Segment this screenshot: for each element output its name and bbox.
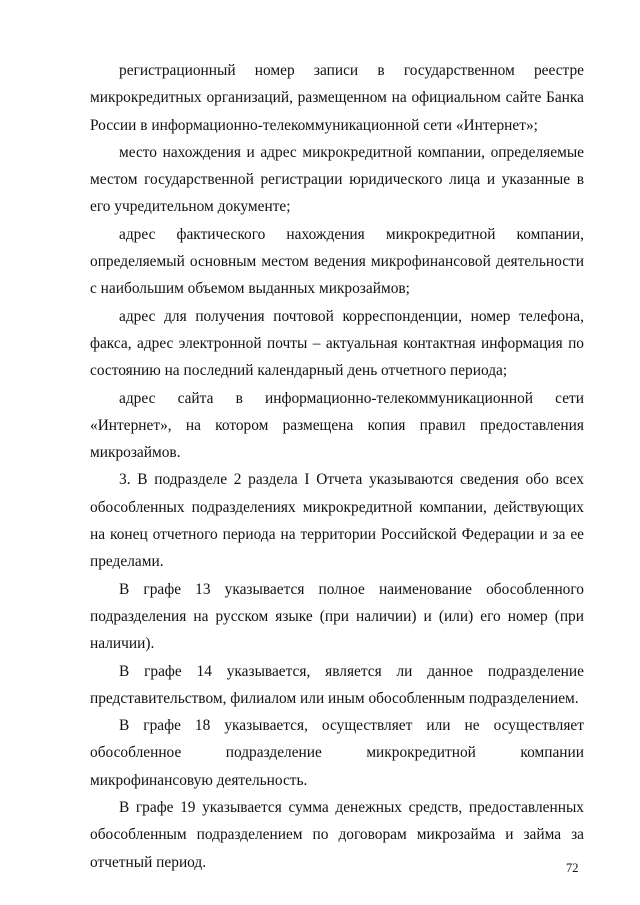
paragraph-actual-address: адрес фактического нахождения микрокредитной компании, определяемый основным местом ведения микрофинансовой деятельности с наибольшим объемом выданных микрозаймов; bbox=[90, 225, 584, 298]
paragraph-column-18: В графе 18 указывается, осуществляет или не осуществляет обособленное подразделение микрокредитной компании микрофинансовую деятельность. bbox=[90, 717, 584, 789]
paragraph-subsection-2: 3. В подразделе 2 раздела I Отчета указываются сведения обо всех обособленных подразделениях микрокредитной компании, действующих на конец отчетного периода на территории Российской Федерации и за ее пределами. bbox=[90, 471, 584, 571]
document-body bbox=[90, 57, 584, 876]
paragraph-postal-contacts: адрес для получения почтовой корреспонденции, номер телефона, факса, адрес электронной почты – актуальная контактная информация по состоянию на последний календарный день отчетного периода; bbox=[90, 307, 584, 380]
paragraph-location-address: место нахождения и адрес микрокредитной компании, определяемые местом государственной регистрации юридического лица и указанные в его учредительном документе; bbox=[90, 143, 584, 216]
paragraph-column-13: В графе 13 указывается полное наименование обособленного подразделения на русском языке (при наличии) и (или) его номер (при наличии). bbox=[90, 580, 584, 653]
paragraph-column-19: В графе 19 указывается сумма денежных средств, предоставленных обособленным подразделением по договорам микрозайма и займа за отчетный период. bbox=[90, 799, 584, 871]
paragraph-website-address: адрес сайта в информационно-телекоммуникационной сети «Интернет», на котором размещена копия правил предоставления микрозаймов. bbox=[90, 389, 584, 462]
paragraph-column-14: В графе 14 указывается, является ли данное подразделение представительством, филиалом или иным обособленным подразделением. bbox=[90, 662, 584, 707]
page-number: 72 bbox=[566, 861, 579, 875]
paragraph-registration-number: регистрационный номер записи в государственном реестре микрокредитных организаций, размещенном на официальном сайте Банка России в информационно-телекоммуникационной сети «Интернет»; bbox=[90, 62, 584, 134]
